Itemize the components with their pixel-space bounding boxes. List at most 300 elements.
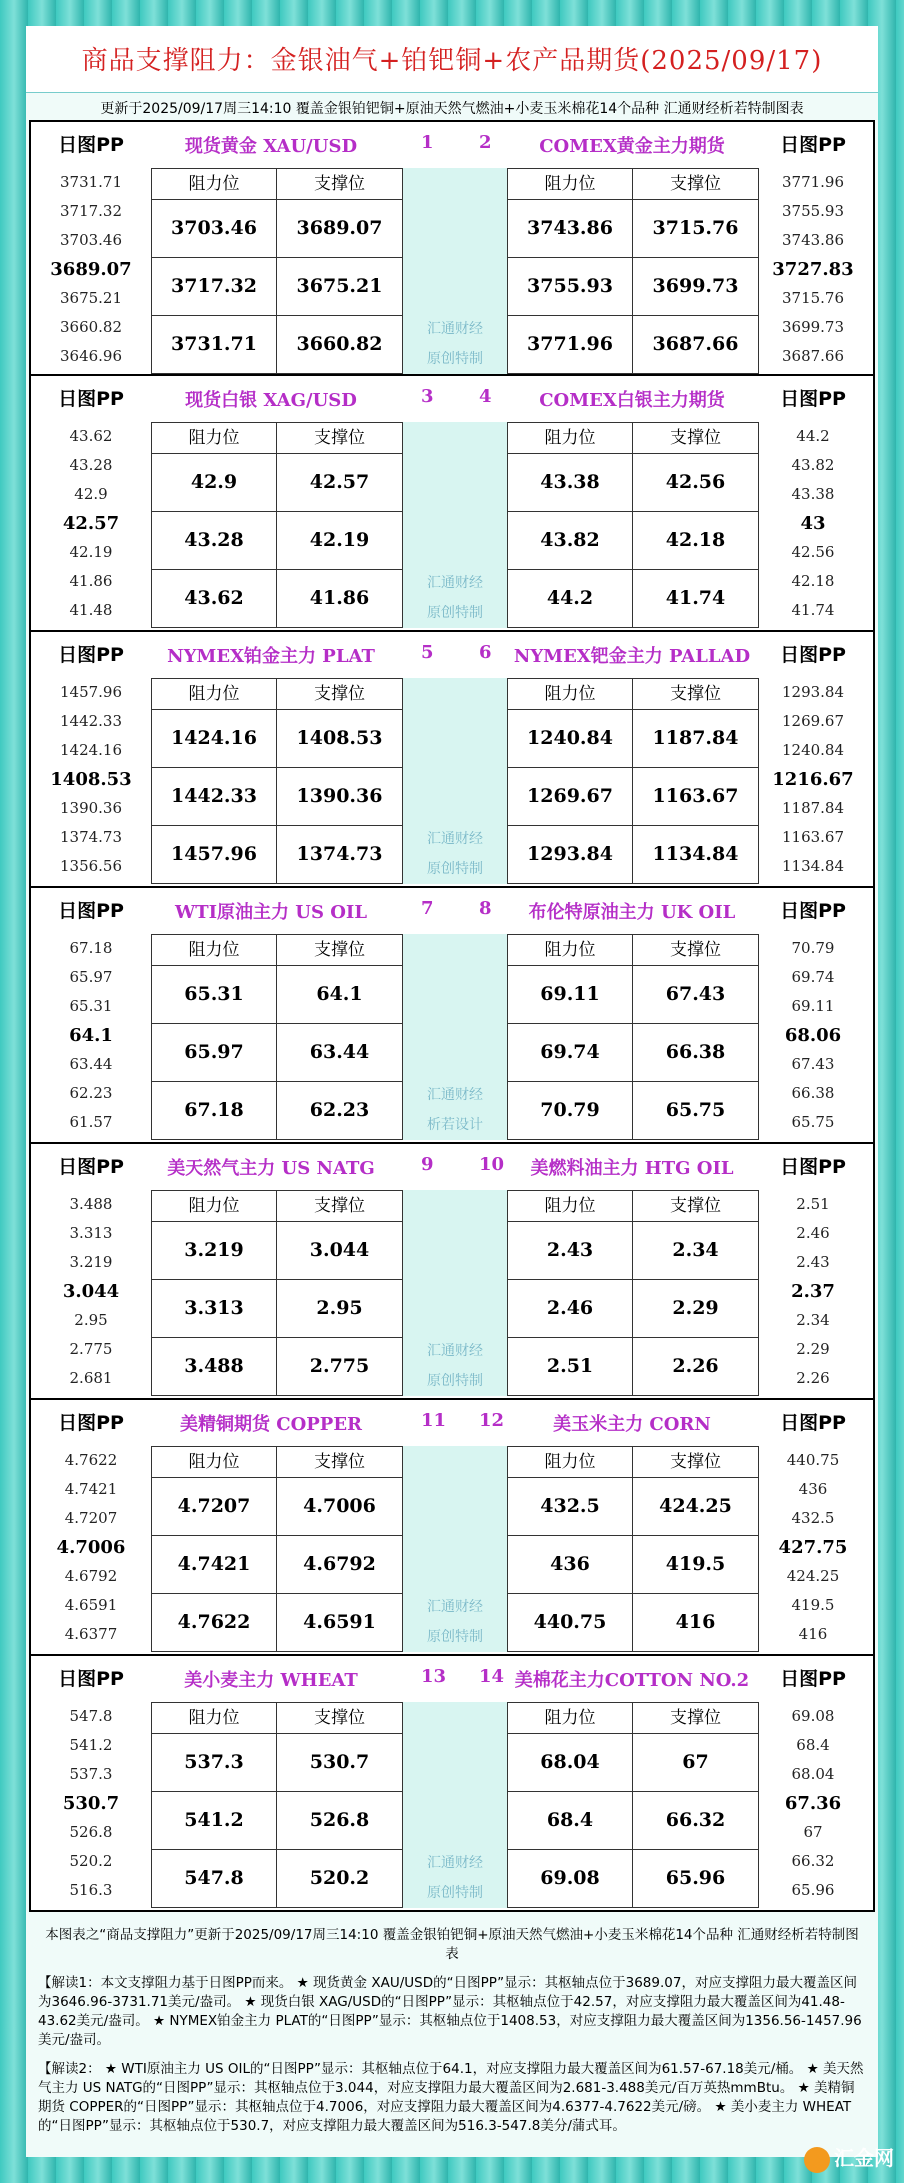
pp-list — [31, 1702, 151, 1905]
pp-label: 日图PP — [780, 900, 846, 922]
pp-list — [31, 678, 151, 881]
pivot-point: 3727.83 — [772, 259, 854, 280]
pp-list — [753, 168, 873, 371]
support-value: 67.43 — [665, 983, 726, 1005]
table-header — [152, 679, 402, 710]
resistance-value: 43.38 — [508, 453, 633, 511]
table-row — [508, 767, 758, 826]
resistance-value: 69.74 — [508, 1023, 633, 1081]
pp-level: 541.2 — [69, 1736, 113, 1754]
table-row — [508, 257, 758, 316]
logo-icon — [804, 2147, 830, 2173]
pp-level: 42.19 — [69, 543, 113, 561]
commodity-name: 美玉米主力 CORN — [553, 1414, 711, 1435]
resistance-value: 1442.33 — [152, 767, 277, 825]
pp-level: 3715.76 — [781, 289, 845, 307]
pp-level: 4.7421 — [64, 1480, 118, 1498]
resistance-header: 阻力位 — [508, 169, 633, 199]
resistance-value: 3.313 — [152, 1279, 277, 1337]
pivot-point: 427.75 — [778, 1537, 848, 1558]
commodity-number: 5 — [421, 642, 434, 663]
pp-column-left — [31, 122, 151, 374]
level-table — [151, 422, 403, 628]
support-value: 419.5 — [665, 1553, 726, 1575]
brand-logo — [774, 2141, 894, 2175]
pp-level: 42.56 — [791, 543, 835, 561]
support-value: 3687.66 — [652, 333, 739, 355]
support-value: 42.56 — [665, 471, 726, 493]
pivot-point: 530.7 — [62, 1793, 120, 1814]
resistance-value: 68.04 — [508, 1733, 633, 1791]
resistance-value: 440.75 — [508, 1593, 633, 1651]
resistance-value: 2.43 — [508, 1221, 633, 1279]
watermark-text: 原创特制 — [427, 605, 483, 621]
pp-column-left — [31, 888, 151, 1140]
commodity-name: 美棉花主力COTTON NO.2 — [514, 1670, 750, 1691]
resistance-value: 67.18 — [152, 1081, 277, 1139]
pp-level: 63.44 — [69, 1055, 113, 1073]
pp-level: 3646.96 — [59, 347, 123, 365]
support-value: 3660.82 — [296, 333, 383, 355]
resistance-value: 541.2 — [152, 1791, 277, 1849]
level-table — [507, 934, 759, 1140]
table-row — [508, 1221, 758, 1280]
resistance-header: 阻力位 — [152, 1191, 277, 1221]
pivot-point: 2.37 — [791, 1281, 835, 1302]
pp-level: 1293.84 — [781, 683, 845, 701]
support-header: 支撑位 — [670, 684, 721, 704]
table-header — [152, 169, 402, 200]
resistance-value: 69.08 — [508, 1849, 633, 1907]
table-row — [152, 257, 402, 316]
table-row — [152, 1791, 402, 1850]
pp-level: 1134.84 — [781, 857, 845, 875]
pp-level: 3755.93 — [781, 202, 845, 220]
support-value: 4.6792 — [303, 1553, 376, 1575]
center-column — [403, 678, 507, 884]
pp-label: 日图PP — [58, 900, 124, 922]
pp-column-right — [753, 632, 873, 884]
support-value: 3.044 — [309, 1239, 370, 1261]
pp-column-right — [753, 376, 873, 628]
pp-label: 日图PP — [58, 388, 124, 410]
support-header: 支撑位 — [314, 940, 365, 960]
page-title: 商品支撑阻力：金银油气+铂钯铜+农产品期货(2025/09/17) — [81, 46, 823, 76]
chart-panel — [26, 26, 878, 2157]
pp-level: 41.86 — [69, 572, 113, 590]
pp-level: 440.75 — [786, 1451, 840, 1469]
pp-level: 2.29 — [796, 1340, 830, 1358]
support-value: 1163.67 — [652, 785, 739, 807]
pp-level: 44.2 — [796, 427, 830, 445]
table-row — [152, 1593, 402, 1651]
table-row — [152, 199, 402, 258]
pp-level: 1374.73 — [59, 828, 123, 846]
pp-list — [31, 168, 151, 371]
pp-level: 3.219 — [69, 1253, 113, 1271]
level-table — [151, 168, 403, 374]
support-header: 支撑位 — [670, 174, 721, 194]
pp-list — [753, 1446, 873, 1649]
pp-list — [753, 1190, 873, 1393]
support-header: 支撑位 — [314, 1708, 365, 1728]
pp-level: 61.57 — [69, 1113, 113, 1131]
table-row — [508, 1023, 758, 1082]
resistance-value: 1269.67 — [508, 767, 633, 825]
table-header — [508, 1447, 758, 1478]
commodity-name: 布伦特原油主力 UK OIL — [528, 902, 736, 923]
pp-level: 2.43 — [796, 1253, 830, 1271]
resistance-header: 阻力位 — [508, 1447, 633, 1477]
table-header — [152, 1191, 402, 1222]
watermark-text: 析若设计 — [427, 1117, 483, 1133]
support-value: 42.18 — [665, 529, 726, 551]
pp-level: 537.3 — [69, 1765, 113, 1783]
support-value: 62.23 — [309, 1099, 370, 1121]
table-header — [508, 1703, 758, 1734]
pivot-point: 3.044 — [62, 1281, 120, 1302]
pp-level: 424.25 — [786, 1567, 840, 1585]
pp-level: 3675.21 — [59, 289, 123, 307]
support-header: 支撑位 — [670, 428, 721, 448]
resistance-value: 1293.84 — [508, 825, 633, 883]
resistance-value: 3.219 — [152, 1221, 277, 1279]
pp-level: 3687.66 — [781, 347, 845, 365]
support-value: 416 — [675, 1611, 716, 1633]
pp-label: 日图PP — [780, 388, 846, 410]
level-table — [151, 1702, 403, 1908]
support-value: 3675.21 — [296, 275, 383, 297]
resistance-value: 3703.46 — [152, 199, 277, 257]
table-row — [152, 511, 402, 570]
pp-list — [753, 1702, 873, 1905]
resistance-value: 44.2 — [508, 569, 633, 627]
pp-level: 67.18 — [69, 939, 113, 957]
pp-level: 3703.46 — [59, 231, 123, 249]
pp-level: 62.23 — [69, 1084, 113, 1102]
table-header — [152, 1447, 402, 1478]
resistance-value: 3743.86 — [508, 199, 633, 257]
pp-level: 3.488 — [69, 1195, 113, 1213]
pp-level: 1240.84 — [781, 741, 845, 759]
support-value: 63.44 — [309, 1041, 370, 1063]
table-row — [508, 1791, 758, 1850]
resistance-header: 阻力位 — [152, 1703, 277, 1733]
pp-column-right — [753, 122, 873, 374]
commodity-number: 13 — [421, 1666, 447, 1687]
pp-list — [31, 934, 151, 1137]
resistance-value: 3755.93 — [508, 257, 633, 315]
page-subtitle: 更新于2025/09/17周三14:10 覆盖金银铂钯铜+原油天然气燃油+小麦玉米棉花14个品种 汇通财经析若特制图表 — [100, 101, 804, 117]
resistance-value: 537.3 — [152, 1733, 277, 1791]
pp-label: 日图PP — [58, 134, 124, 156]
watermark-text: 原创特制 — [427, 1373, 483, 1389]
level-table — [507, 1702, 759, 1908]
pivot-point: 64.1 — [69, 1025, 113, 1046]
pp-level: 2.95 — [74, 1311, 108, 1329]
level-table — [507, 1190, 759, 1396]
commodity-block — [29, 376, 875, 632]
resistance-value: 43.62 — [152, 569, 277, 627]
center-column — [403, 168, 507, 374]
table-row — [152, 1023, 402, 1082]
table-row — [508, 1279, 758, 1338]
table-row — [152, 1477, 402, 1536]
resistance-header: 阻力位 — [508, 1191, 633, 1221]
commodity-number: 7 — [421, 898, 434, 919]
pp-level: 65.75 — [791, 1113, 835, 1131]
table-row — [152, 1733, 402, 1792]
resistance-header: 阻力位 — [152, 679, 277, 709]
table-row — [508, 1081, 758, 1139]
support-value: 1134.84 — [652, 843, 739, 865]
resistance-value: 2.51 — [508, 1337, 633, 1395]
pp-level: 419.5 — [791, 1596, 835, 1614]
pp-level: 2.26 — [796, 1369, 830, 1387]
pp-level: 66.32 — [791, 1852, 835, 1870]
center-column — [403, 1190, 507, 1396]
pp-level: 4.6377 — [64, 1625, 118, 1643]
pp-level: 516.3 — [69, 1881, 113, 1899]
pivot-point: 43 — [800, 513, 826, 534]
table-row — [508, 569, 758, 627]
pp-list — [753, 422, 873, 625]
commodity-name: COMEX白银主力期货 — [539, 390, 725, 411]
table-header — [152, 423, 402, 454]
support-value: 41.74 — [665, 587, 726, 609]
pp-level: 69.08 — [791, 1707, 835, 1725]
table-row — [152, 453, 402, 512]
support-value: 1408.53 — [296, 727, 383, 749]
pp-level: 43.82 — [791, 456, 835, 474]
resistance-value: 43.28 — [152, 511, 277, 569]
center-column — [403, 934, 507, 1140]
watermark-text: 原创特制 — [427, 1885, 483, 1901]
pp-column-left — [31, 1400, 151, 1652]
table-row — [508, 1337, 758, 1395]
support-value: 526.8 — [309, 1809, 370, 1831]
resistance-value: 65.31 — [152, 965, 277, 1023]
pp-label: 日图PP — [780, 134, 846, 156]
pp-level: 65.31 — [69, 997, 113, 1015]
table-row — [508, 511, 758, 570]
watermark-text: 汇通财经 — [427, 1599, 483, 1615]
level-table — [507, 678, 759, 884]
support-value: 41.86 — [309, 587, 370, 609]
pp-level: 70.79 — [791, 939, 835, 957]
pp-level: 4.7207 — [64, 1509, 118, 1527]
support-header: 支撑位 — [670, 1196, 721, 1216]
commodity-number: 11 — [421, 1410, 447, 1431]
level-table — [507, 1446, 759, 1652]
resistance-value: 4.7207 — [152, 1477, 277, 1535]
table-row — [152, 767, 402, 826]
pp-column-left — [31, 376, 151, 628]
pp-level: 547.8 — [69, 1707, 113, 1725]
table-row — [508, 1477, 758, 1536]
table-row — [508, 1849, 758, 1907]
explanation-1: 【解读1：本文支撑阻力基于日图PP而来。 ★ 现货黄金 XAU/USD的“日图PP”显示：其枢轴点位于3689.07，对应支撑阻力最大覆盖区间为3646.96-3731.71美元/盎司。 ★ 现货白银 XAG/USD的“日图PP”显示：其枢轴点位于42.57，对应支撑阻力最大覆盖区间为41.48-43.62美元/盎司。 ★ NYMEX铂金主力 PLAT的“日图PP”显示：其枢轴点位于1408.53，对应支撑阻力最大覆盖区间为1356.56-1457.96美元/盎司。 — [38, 1975, 862, 2048]
support-header: 支撑位 — [314, 1452, 365, 1472]
resistance-header: 阻力位 — [508, 423, 633, 453]
pp-level: 67.43 — [791, 1055, 835, 1073]
resistance-value: 547.8 — [152, 1849, 277, 1907]
table-row — [152, 1279, 402, 1338]
pp-level: 4.6792 — [64, 1567, 118, 1585]
support-value: 42.19 — [309, 529, 370, 551]
resistance-value: 3.488 — [152, 1337, 277, 1395]
commodity-block — [29, 632, 875, 888]
watermark-text: 原创特制 — [427, 1629, 483, 1645]
support-value: 3715.76 — [652, 217, 739, 239]
resistance-value: 436 — [508, 1535, 633, 1593]
pp-level: 3731.71 — [59, 173, 123, 191]
resistance-value: 43.82 — [508, 511, 633, 569]
pp-column-left — [31, 1656, 151, 1908]
table-row — [508, 315, 758, 373]
watermark-text: 原创特制 — [427, 861, 483, 877]
pp-column-right — [753, 888, 873, 1140]
resistance-header: 阻力位 — [508, 1703, 633, 1733]
support-header: 支撑位 — [670, 940, 721, 960]
support-header: 支撑位 — [670, 1708, 721, 1728]
commodity-block — [29, 1400, 875, 1656]
support-value: 2.26 — [672, 1355, 719, 1377]
pp-level: 1356.56 — [59, 857, 123, 875]
table-row — [508, 825, 758, 883]
support-value: 424.25 — [659, 1495, 732, 1517]
pp-level: 3743.86 — [781, 231, 845, 249]
pp-list — [753, 678, 873, 881]
pp-level: 68.04 — [791, 1765, 835, 1783]
resistance-value: 65.97 — [152, 1023, 277, 1081]
pp-label: 日图PP — [780, 1668, 846, 1690]
table-header — [152, 935, 402, 966]
pivot-point: 1408.53 — [50, 769, 132, 790]
watermark-text: 汇通财经 — [427, 321, 483, 337]
support-header: 支撑位 — [314, 684, 365, 704]
pp-level: 3717.32 — [59, 202, 123, 220]
commodity-number: 10 — [479, 1154, 505, 1175]
watermark-text: 汇通财经 — [427, 1087, 483, 1103]
center-column — [403, 1702, 507, 1908]
table-row — [152, 1337, 402, 1395]
commodity-block — [29, 1144, 875, 1400]
table-row — [152, 709, 402, 768]
pp-level: 69.11 — [791, 997, 835, 1015]
table-row — [508, 965, 758, 1024]
table-row — [508, 453, 758, 512]
watermark-text: 汇通财经 — [427, 1855, 483, 1871]
pp-level: 1442.33 — [59, 712, 123, 730]
commodity-number: 3 — [421, 386, 434, 407]
commodity-number: 14 — [479, 1666, 505, 1687]
level-table — [151, 1446, 403, 1652]
pp-label: 日图PP — [780, 644, 846, 666]
table-row — [152, 315, 402, 373]
pp-level: 3771.96 — [781, 173, 845, 191]
pp-level: 42.18 — [791, 572, 835, 590]
pp-column-right — [753, 1656, 873, 1908]
level-table — [151, 678, 403, 884]
table-header — [508, 169, 758, 200]
pp-level: 69.74 — [791, 968, 835, 986]
center-column — [403, 422, 507, 628]
commodity-name: 现货白银 XAG/USD — [185, 390, 357, 411]
commodity-name: NYMEX铂金主力 PLAT — [167, 646, 375, 667]
pp-level: 1457.96 — [59, 683, 123, 701]
resistance-value: 2.46 — [508, 1279, 633, 1337]
level-table — [507, 168, 759, 374]
pp-column-right — [753, 1400, 873, 1652]
support-value: 2.775 — [309, 1355, 370, 1377]
table-row — [152, 1535, 402, 1594]
commodity-name: NYMEX钯金主力 PALLAD — [513, 646, 751, 667]
pp-level: 66.38 — [791, 1084, 835, 1102]
table-row — [508, 199, 758, 258]
support-header: 支撑位 — [314, 1196, 365, 1216]
support-value: 4.6591 — [303, 1611, 376, 1633]
support-value: 1374.73 — [296, 843, 383, 865]
footnote: 本图表之“商品支撑阻力”更新于2025/09/17周三14:10 覆盖金银铂钯铜+原油天然气燃油+小麦玉米棉花14个品种 汇通财经析若特制图表 — [45, 1927, 859, 1962]
pp-level: 43.62 — [69, 427, 113, 445]
table-row — [152, 1849, 402, 1907]
commodity-number: 8 — [479, 898, 492, 919]
support-header: 支撑位 — [670, 1452, 721, 1472]
table-header — [508, 679, 758, 710]
resistance-value: 3731.71 — [152, 315, 277, 373]
commodity-name: COMEX黄金主力期货 — [539, 136, 725, 157]
resistance-header: 阻力位 — [508, 679, 633, 709]
commodity-block — [29, 120, 875, 376]
pp-list — [753, 934, 873, 1137]
table-header — [152, 1703, 402, 1734]
watermark-text: 汇通财经 — [427, 1343, 483, 1359]
pp-level: 1187.84 — [781, 799, 845, 817]
table-row — [152, 825, 402, 883]
watermark-text: 汇通财经 — [427, 575, 483, 591]
table-header — [508, 935, 758, 966]
commodity-name: 美天然气主力 US NATG — [167, 1158, 375, 1179]
resistance-header: 阻力位 — [508, 935, 633, 965]
watermark-text: 原创特制 — [427, 351, 483, 367]
commodity-number: 6 — [479, 642, 492, 663]
resistance-value: 432.5 — [508, 1477, 633, 1535]
support-value: 3689.07 — [296, 217, 383, 239]
support-value: 66.38 — [665, 1041, 726, 1063]
pp-level: 41.48 — [69, 601, 113, 619]
commodity-number: 1 — [421, 132, 434, 153]
footer — [26, 1918, 878, 2136]
support-header: 支撑位 — [314, 428, 365, 448]
support-value: 1390.36 — [296, 785, 383, 807]
support-header: 支撑位 — [314, 174, 365, 194]
pivot-point: 68.06 — [784, 1025, 842, 1046]
pp-level: 520.2 — [69, 1852, 113, 1870]
watermark-text: 汇通财经 — [427, 831, 483, 847]
pp-level: 1424.16 — [59, 741, 123, 759]
pp-column-left — [31, 1144, 151, 1396]
commodity-number: 2 — [479, 132, 492, 153]
commodity-name: 现货黄金 XAU/USD — [184, 136, 358, 157]
commodity-number: 12 — [479, 1410, 505, 1431]
resistance-header: 阻力位 — [152, 1447, 277, 1477]
support-value: 67 — [682, 1751, 709, 1773]
commodity-name: 美燃料油主力 HTG OIL — [530, 1158, 734, 1179]
support-value: 3699.73 — [652, 275, 739, 297]
pp-label: 日图PP — [58, 1668, 124, 1690]
resistance-value: 3771.96 — [508, 315, 633, 373]
